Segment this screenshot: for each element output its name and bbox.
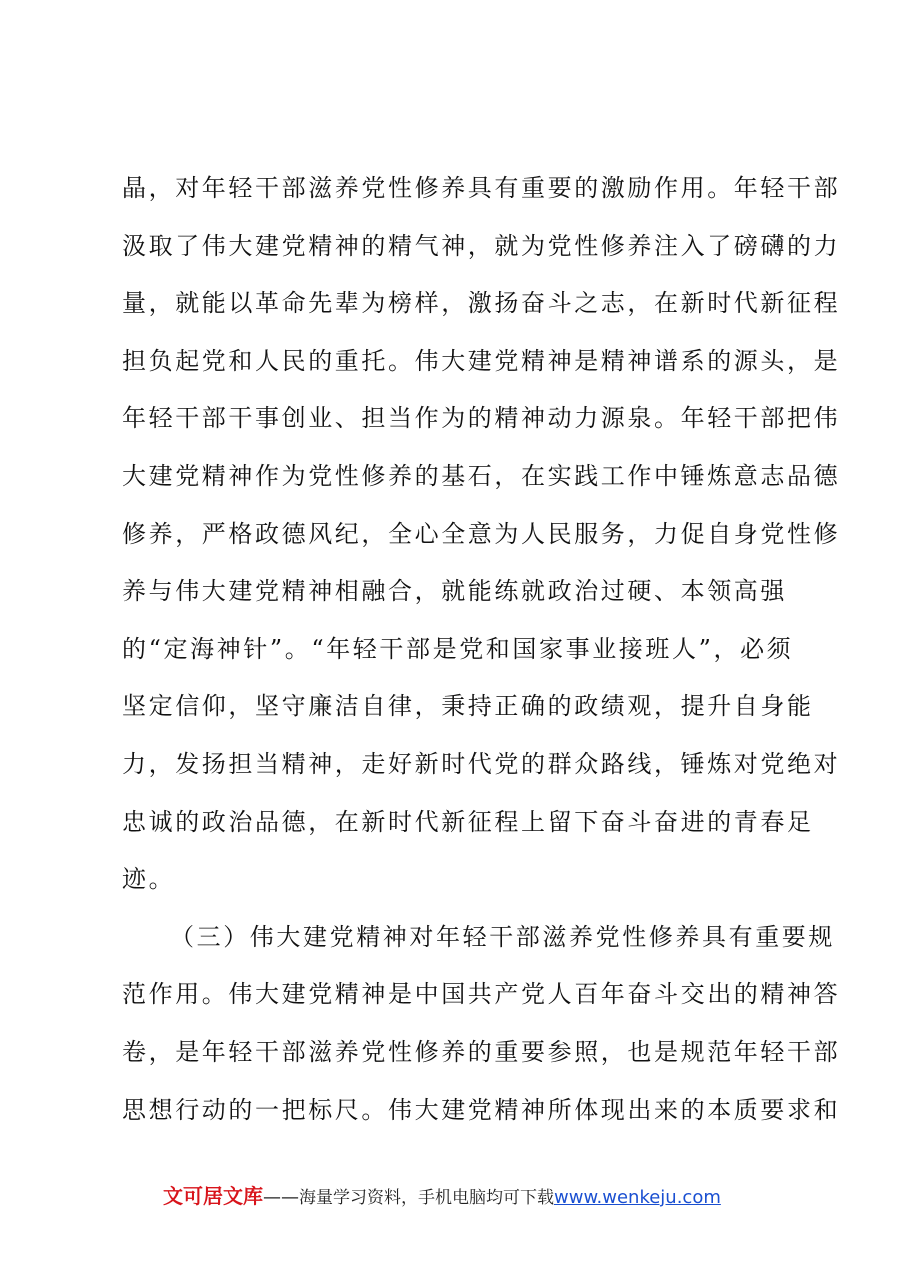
- body-text: [122, 160, 841, 1139]
- text-line: 思想行动的一把标尺。伟大建党精神所体现出来的本质要求和: [122, 1095, 841, 1124]
- text-line: 汲取了伟大建党精神的精气神，就为党性修养注入了磅礴的力: [122, 231, 841, 260]
- text-line: 范作用。伟大建党精神是中国共产党人百年奋斗交出的精神答: [122, 980, 841, 1009]
- text-line: 的“定海神针”。“年轻干部是党和国家事业接班人”，必须: [122, 634, 794, 663]
- text-line: 量，就能以革命先辈为榜样，激扬奋斗之志，在新时代新征程: [122, 289, 841, 318]
- footer-brand: 文可居文库: [163, 1184, 263, 1208]
- footer-banner: [163, 1181, 721, 1211]
- section-heading-line: （三）伟大建党精神对年轻干部滋养党性修养具有重要规: [170, 922, 835, 951]
- text-line: 忠诚的政治品德，在新时代新征程上留下奋斗奋进的青春足: [122, 807, 814, 836]
- footer-website-link[interactable]: www.wenkeju.com: [554, 1187, 721, 1208]
- text-line: 卷，是年轻干部滋养党性修养的重要参照，也是规范年轻干部: [122, 1037, 841, 1066]
- footer-dash: ——: [263, 1187, 299, 1208]
- text-line: 坚定信仰，坚守廉洁自律，秉持正确的政绩观，提升自身能: [122, 692, 814, 721]
- footer-tagline: 海量学习资料，手机电脑均可下载: [299, 1188, 554, 1208]
- text-line: 力，发扬担当精神，走好新时代党的群众路线，锤炼对党绝对: [122, 749, 841, 778]
- text-line: 大建党精神作为党性修养的基石，在实践工作中锤炼意志品德: [122, 461, 841, 490]
- text-line: 养与伟大建党精神相融合，就能练就政治过硬、本领高强: [122, 577, 787, 606]
- text-line: 迹。: [122, 865, 176, 894]
- text-line: 晶，对年轻干部滋养党性修养具有重要的激励作用。年轻干部: [122, 174, 841, 202]
- text-line: 担负起党和人民的重托。伟大建党精神是精神谱系的源头，是: [122, 346, 841, 375]
- text-line: 年轻干部干事创业、担当作为的精神动力源泉。年轻干部把伟: [122, 404, 841, 433]
- text-line: 修养，严格政德风纪，全心全意为人民服务，力促自身党性修: [122, 519, 841, 548]
